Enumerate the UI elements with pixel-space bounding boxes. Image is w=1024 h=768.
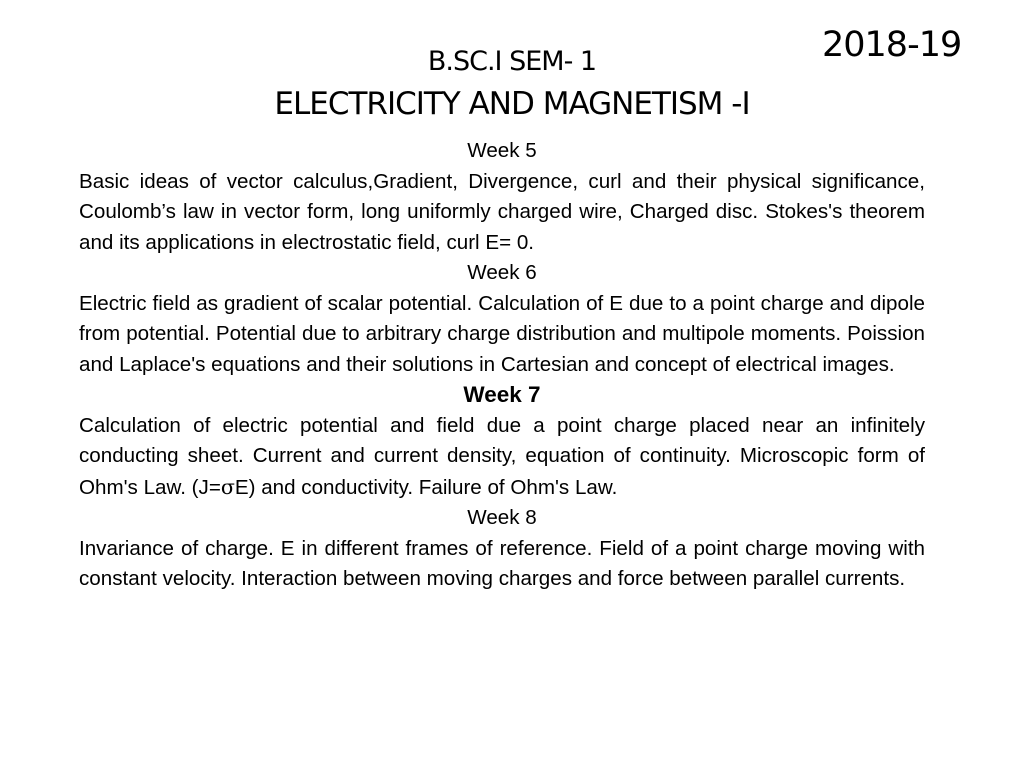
week-5-section xyxy=(79,136,925,258)
week-7-description xyxy=(79,411,925,504)
week-5-heading: Week 5 xyxy=(467,139,537,162)
subject-title: ELECTRICITY AND MAGNETISM -I xyxy=(274,86,750,122)
week-7-section xyxy=(79,380,925,503)
week-7-heading: Week 7 xyxy=(463,382,541,407)
week-8-heading: Week 8 xyxy=(467,506,537,529)
week-6-description: Electric field as gradient of scalar potential. Calculation of E due to a point charge and dipole from potential. Potential due to arbitrary charge distribution and multipole moments. Poission and Laplace's equations and their solutions in Cartesian and concept of electrical images. xyxy=(79,291,925,376)
academic-year: 2018-19 xyxy=(822,25,962,65)
week-6-section xyxy=(79,258,925,380)
week-7-description-part1: Calculation of electric potential and field due a point charge placed near an infinitely conducting sheet. Current and current density, equation of continuity. Microscopic form of Ohm's Law. (J= xyxy=(79,413,925,499)
week-8-section xyxy=(79,503,925,595)
week-7-description-part2: E) and conductivity. Failure of Ohm's Law. xyxy=(234,475,618,499)
syllabus-content xyxy=(79,136,925,595)
week-6-heading: Week 6 xyxy=(467,261,537,284)
week-8-description: Invariance of charge. E in different frames of reference. Field of a point charge moving with constant velocity. Interaction between moving charges and force between parallel currents. xyxy=(79,536,925,590)
week-5-description: Basic ideas of vector calculus,Gradient, Divergence, curl and their physical significance, Coulomb’s law in vector form, long uniformly charged wire, Charged disc. Stokes's theorem and its applications in electrostatic field, curl E= 0. xyxy=(79,169,925,254)
sigma-symbol: σ xyxy=(220,474,235,499)
course-title: B.SC.I SEM- 1 xyxy=(427,46,597,77)
